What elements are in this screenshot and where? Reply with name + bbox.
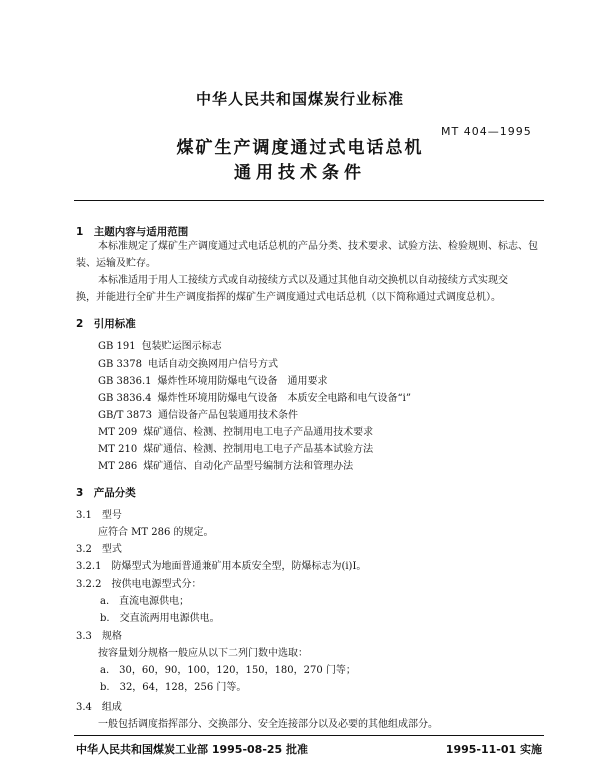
section-1-paragraph-1-line-1: 本标准规定了煤矿生产调度通过式电话总机的产品分类、技术要求、试验方法、检验规则、标志、包: [98, 241, 538, 252]
industry-standard-label: 中华人民共和国煤炭行业标准: [195, 90, 404, 108]
reference-item: [98, 440, 373, 455]
reference-item: [98, 406, 298, 421]
header-divider: [74, 200, 544, 201]
reference-code: GB/T 3873: [98, 410, 153, 421]
section-1-paragraph-1-line-2: 装、运输及贮存。: [76, 258, 156, 269]
section-3-3-heading: 3.3 规格: [76, 631, 122, 642]
section-1-paragraph-2-line-1: 本标准适用于用人工接续方式或自动接续方式以及通过其他自动交换机以自动接续方式实现交: [98, 275, 508, 286]
reference-item: [98, 337, 222, 352]
reference-title: 通信设备产品包装通用技术条件: [158, 410, 299, 421]
section-3-4-text: 一般包括调度指挥部分、交换部分、安全连接部分以及必要的其他组成部分。: [98, 719, 438, 730]
reference-code: GB 191: [98, 341, 136, 352]
reference-item: [98, 423, 373, 438]
reference-title: 煤矿通信、检测、控制用电工电子产品基本试验方法: [143, 444, 374, 455]
section-3-2-2-item-a: a. 直流电源供电；: [100, 596, 190, 607]
section-3-4-heading: 3.4 组成: [76, 702, 122, 713]
section-3-3-item-b: b. 32，64，128，256 门等。: [100, 682, 247, 693]
section-3-1-heading: 3.1 型号: [76, 510, 122, 521]
section-3-2-2-text: 3.2.2 按供电电源型式分：: [76, 579, 202, 590]
reference-title: 包装贮运图示标志: [141, 341, 222, 352]
reference-code: MT 286: [98, 461, 138, 472]
section-3-3-item-a: a. 30，60，90，100，120，150，180，270 门等；: [100, 665, 356, 676]
section-1-paragraph-2-line-2: 换，并能进行全矿井生产调度指挥的煤矿生产调度通过式电话总机（以下简称通过式调度总机）。: [76, 292, 501, 303]
reference-item: [98, 389, 411, 404]
section-2-heading: 2 引用标准: [76, 318, 136, 330]
section-1-heading: 1 主题内容与适用范围: [76, 226, 189, 238]
effective-date: 1995-11-01 实施: [445, 743, 542, 756]
section-3-3-text: 按容量划分规格一般应从以下二列门数中选取：: [98, 648, 308, 659]
reference-title: 爆炸性环境用防爆电气设备 通用要求: [157, 376, 328, 387]
section-3-1-text: 应符合 MT 286 的规定。: [98, 527, 214, 538]
reference-item: [98, 355, 278, 370]
reference-title: 爆炸性环境用防爆电气设备 本质安全电路和电气设备“i”: [157, 393, 411, 404]
reference-code: GB 3836.1: [98, 376, 152, 387]
reference-item: [98, 372, 328, 387]
section-3-2-heading: 3.2 型式: [76, 544, 122, 555]
approval-line: 中华人民共和国煤炭工业部 1995-08-25 批准: [76, 743, 309, 756]
reference-code: GB 3836.4: [98, 393, 152, 404]
reference-title: 煤矿通信、检测、控制用电工电子产品通用技术要求: [143, 427, 374, 438]
reference-title: 煤矿通信、自动化产品型号编制方法和管理办法: [143, 461, 354, 472]
reference-code: MT 209: [98, 427, 138, 438]
section-3-heading: 3 产品分类: [76, 487, 136, 499]
reference-item: [98, 457, 353, 472]
section-3-2-1-text: 3.2.1 防爆型式为地面普通兼矿用本质安全型，防爆标志为(i)I。: [76, 561, 367, 572]
reference-title: 电话自动交换网用户信号方式: [147, 359, 278, 370]
footer-divider: [74, 735, 544, 736]
document-title-line1: 煤矿生产调度通过式电话总机: [176, 138, 424, 158]
standard-number: MT 404—1995: [441, 125, 532, 138]
document-title-line2: 通用技术条件: [234, 163, 366, 183]
reference-code: MT 210: [98, 444, 138, 455]
reference-code: GB 3378: [98, 359, 142, 370]
section-3-2-2-item-b: b. 交直流两用电源供电。: [100, 613, 220, 624]
